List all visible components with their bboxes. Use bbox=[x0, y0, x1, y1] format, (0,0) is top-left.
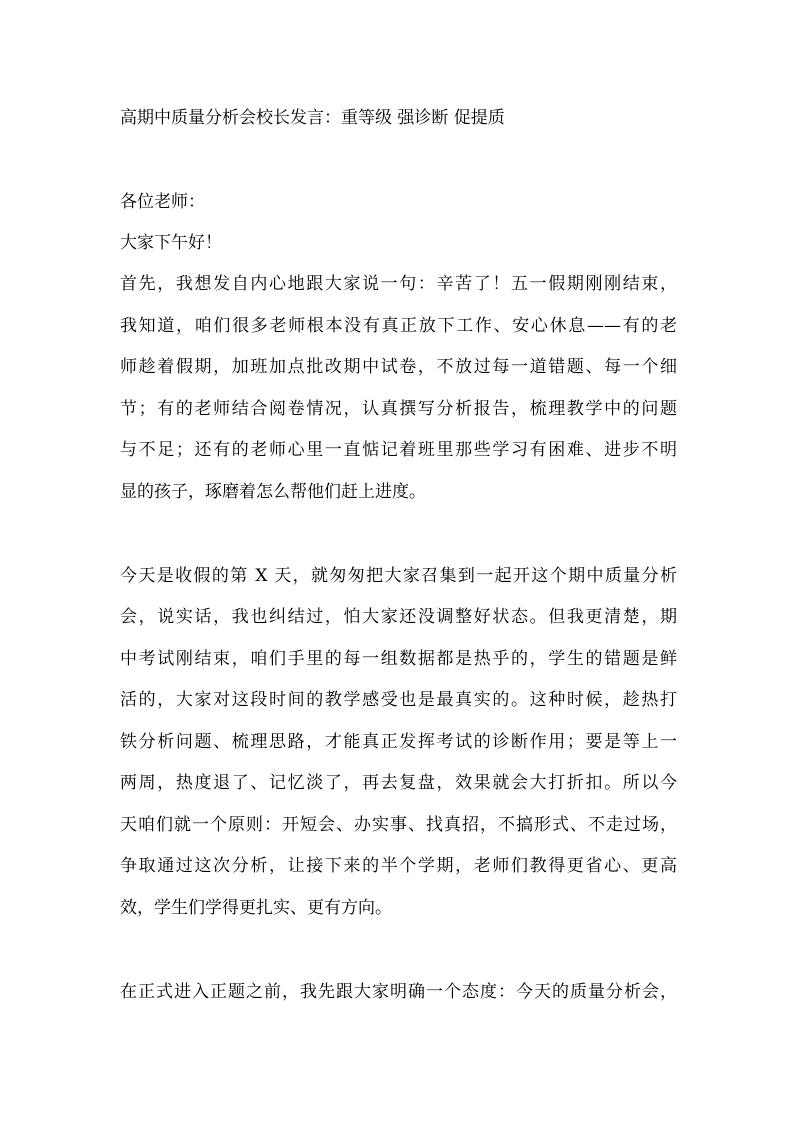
paragraph-line: 显的孩子，琢磨着怎么帮他们赶上进度。 bbox=[120, 482, 426, 502]
paragraph-line: 天咱们就一个原则：开短会、办实事、找真招，不搞形式、不走过场， bbox=[120, 815, 677, 835]
paragraph-line: 会，说实话，我也纠结过，怕大家还没调整好状态。但我更清楚，期 bbox=[120, 607, 677, 627]
salutation: 各位老师： bbox=[120, 192, 205, 212]
document-title: 高期中质量分析会校长发言：重等级 强诊断 促提质 bbox=[120, 108, 505, 128]
paragraph-line: 效，学生们学得更扎实、更有方向。 bbox=[120, 898, 392, 918]
paragraph-line: 中考试刚结束，咱们手里的每一组数据都是热乎的，学生的错题是鲜 bbox=[120, 649, 677, 669]
paragraph-line: 铁分析问题、梳理思路，才能真正发挥考试的诊断作用；要是等上一 bbox=[120, 732, 677, 752]
paragraph-line: 与不足；还有的老师心里一直惦记着班里那些学习有困难、进步不明 bbox=[120, 440, 677, 460]
paragraph-line: 争取通过这次分析，让接下来的半个学期，老师们教得更省心、更高 bbox=[120, 856, 677, 876]
paragraph-line: 节；有的老师结合阅卷情况，认真撰写分析报告，梳理教学中的问题 bbox=[120, 399, 677, 419]
paragraph-line: 今天是收假的第 X 天，就匆匆把大家召集到一起开这个期中质量分析 bbox=[120, 566, 677, 586]
paragraph-line: 活的，大家对这段时间的教学感受也是最真实的。这种时候，趁热打 bbox=[120, 690, 677, 710]
paragraph-line: 在正式进入正题之前，我先跟大家明确一个态度：今天的质量分析会， bbox=[120, 982, 677, 1002]
paragraph-line: 我知道，咱们很多老师根本没有真正放下工作、安心休息——有的老 bbox=[120, 316, 677, 336]
paragraph-line: 两周，热度退了、记忆淡了，再去复盘，效果就会大打折扣。所以今 bbox=[120, 773, 677, 793]
paragraph-line: 师趁着假期，加班加点批改期中试卷，不放过每一道错题、每一个细 bbox=[120, 357, 677, 377]
greeting: 大家下午好！ bbox=[120, 233, 222, 253]
paragraph-line: 首先，我想发自内心地跟大家说一句：辛苦了！五一假期刚刚结束， bbox=[120, 274, 677, 294]
